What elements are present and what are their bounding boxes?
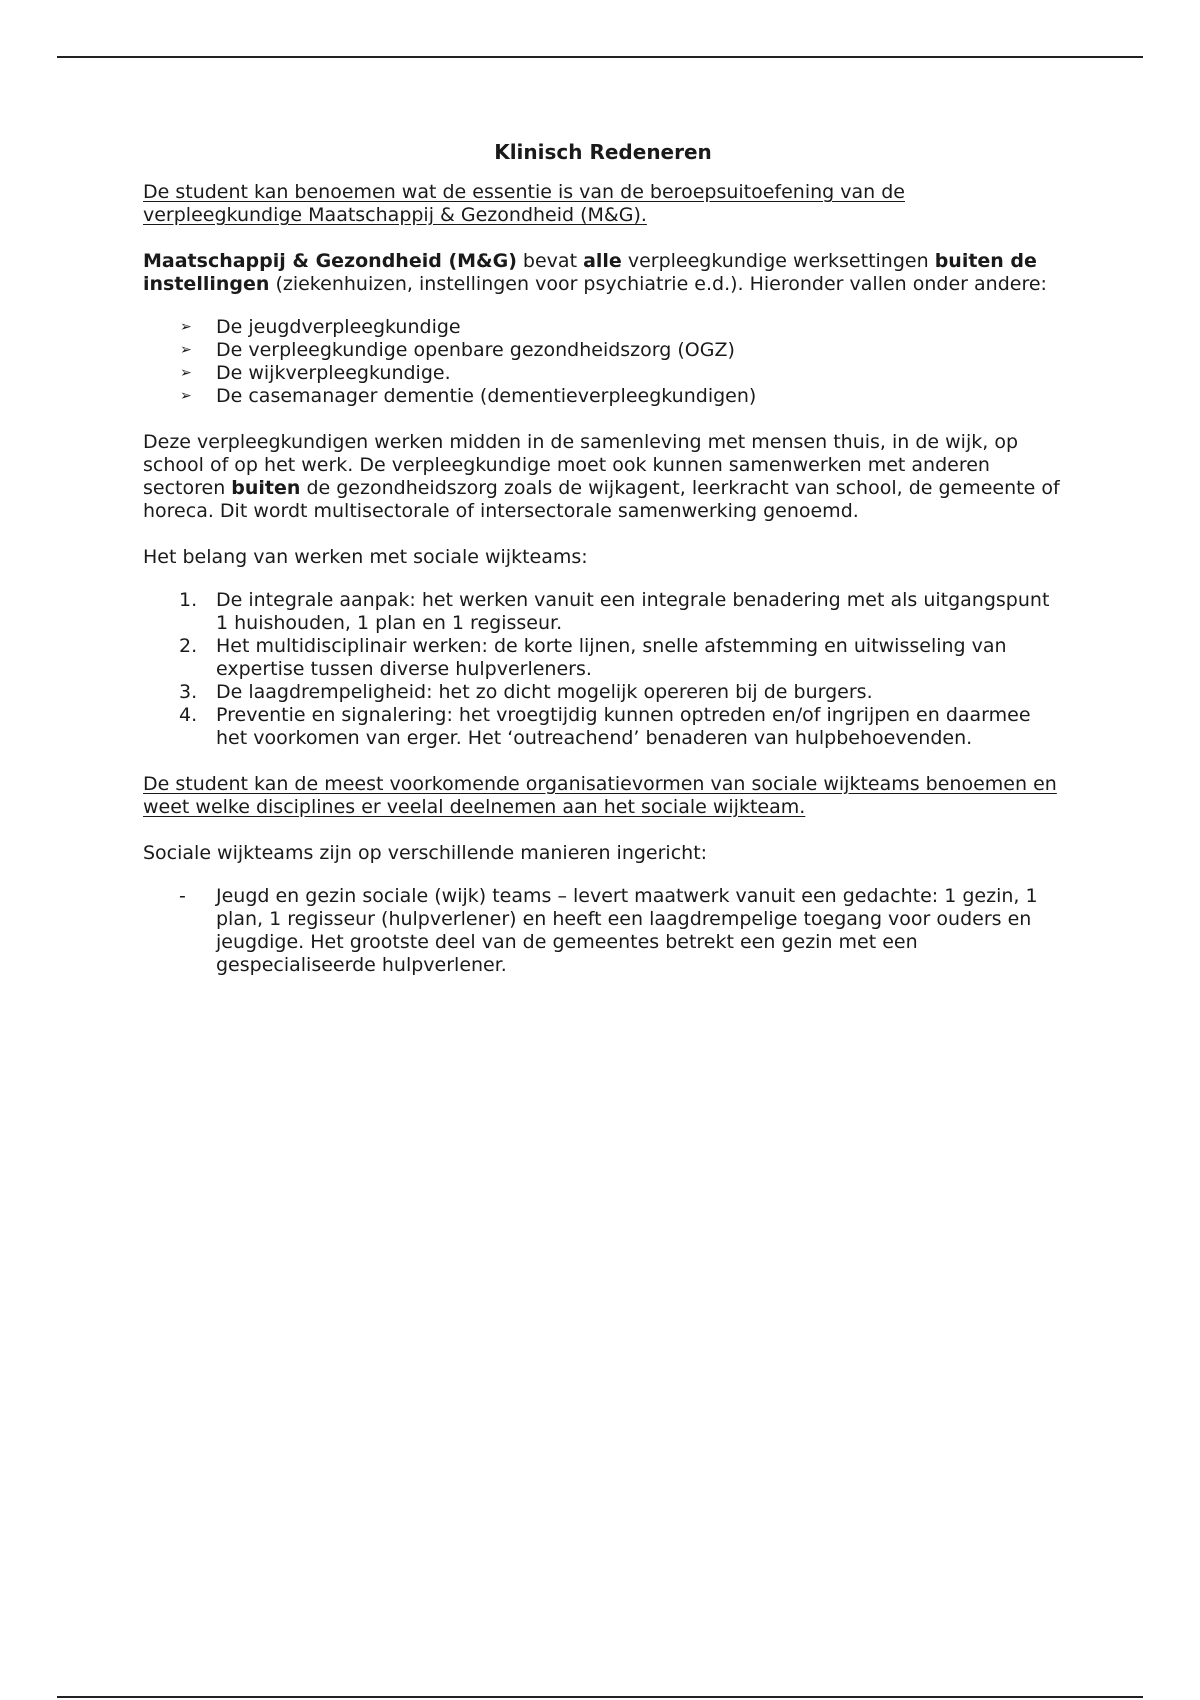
list-item: ➢ De verpleegkundige openbare gezondheidszorg (OGZ) [180, 339, 735, 361]
samenleving-paragraph: Deze verpleegkundigen werken midden in de samenleving met mensen thuis, in de wijk, op school of op het werk. De verpleegkundige moet ook kunnen samenwerken met anderen sectoren buiten de gezondheidszorg zoals de wijkagent, leerkracht van school, de gemeente of horeca. Dit wordt multisectorale of intersectorale samenwerking genoemd. [143, 431, 1060, 522]
intro-bold-mg: Maatschappij & Gezondheid (M&G) [143, 250, 517, 272]
list-number: 3. [179, 681, 198, 703]
belang-list [143, 589, 1063, 750]
bottom-rule [57, 1696, 1143, 1698]
arrow-bullet-icon: ➢ [180, 365, 192, 381]
list-item: ➢ De casemanager dementie (dementieverpleegkundigen) [180, 385, 757, 407]
list-item: 2. Het multidisciplinair werken: de korte lijnen, snelle afstemming en uitwisseling van expertise tussen diverse hulpverleners. [179, 635, 1007, 680]
document-body [143, 140, 1063, 977]
list-item: 4. Preventie en signalering: het vroegtijdig kunnen optreden en/of ingrijpen en daarmee het voorkomen van erger. Het ‘outreachend’ benaderen van hulpbehoevenden. [179, 704, 1031, 749]
arrow-bullet-icon: ➢ [180, 342, 192, 358]
arrow-bullet-icon: ➢ [180, 388, 192, 404]
list-number: 2. [179, 635, 198, 657]
intro-bold-alle: alle [583, 250, 622, 272]
top-rule [57, 56, 1143, 58]
intro-paragraph: Maatschappij & Gezondheid (M&G) bevat alle verpleegkundige werksettingen buiten de instellingen (ziekenhuizen, instellingen voor psychiatrie e.d.). Hieronder vallen onder andere: [143, 250, 1047, 295]
list-item: ➢ De wijkverpleegkundige. [180, 362, 451, 384]
dash-bullet-icon: - [179, 885, 186, 907]
list-item: ➢ De jeugdverpleegkundige [180, 316, 461, 338]
roles-list [143, 316, 1063, 408]
intro-bold-buiten-instellingen: buiten de instellingen [143, 250, 1037, 295]
learning-objective-2: De student kan de meest voorkomende organisatievormen van sociale wijkteams benoemen en weet welke disciplines er veelal deelnemen aan het sociale wijkteam. [143, 773, 1057, 818]
arrow-bullet-icon: ➢ [180, 319, 192, 335]
list-item: - Jeugd en gezin sociale (wijk) teams – levert maatwerk vanuit een gedachte: 1 gezin, 1 plan, 1 regisseur (hulpverlener) en heeft een laagdrempelige toegang voor ouders en jeugdige. Het grootste deel van de gemeentes betrekt een gezin met een gespecialiseerde hulpverlener. [179, 885, 1038, 976]
learning-objective-1: De student kan benoemen wat de essentie is van de beroepsuitoefening van de verpleegkundige Maatschappij & Gezondheid (M&G). [143, 181, 905, 226]
list-item: 3. De laagdrempeligheid: het zo dicht mogelijk opereren bij de burgers. [179, 681, 873, 703]
list-number: 1. [179, 589, 198, 611]
page-title: Klinisch Redeneren [494, 140, 712, 164]
wijkteams-list [143, 885, 1063, 977]
wijkteams-heading: Sociale wijkteams zijn op verschillende manieren ingericht: [143, 842, 708, 864]
list-item: 1. De integrale aanpak: het werken vanuit een integrale benadering met als uitgangspunt 1 huishouden, 1 plan en 1 regisseur. [179, 589, 1050, 634]
list-number: 4. [179, 704, 198, 726]
bold-buiten: buiten [231, 477, 301, 499]
belang-heading: Het belang van werken met sociale wijkteams: [143, 546, 588, 568]
